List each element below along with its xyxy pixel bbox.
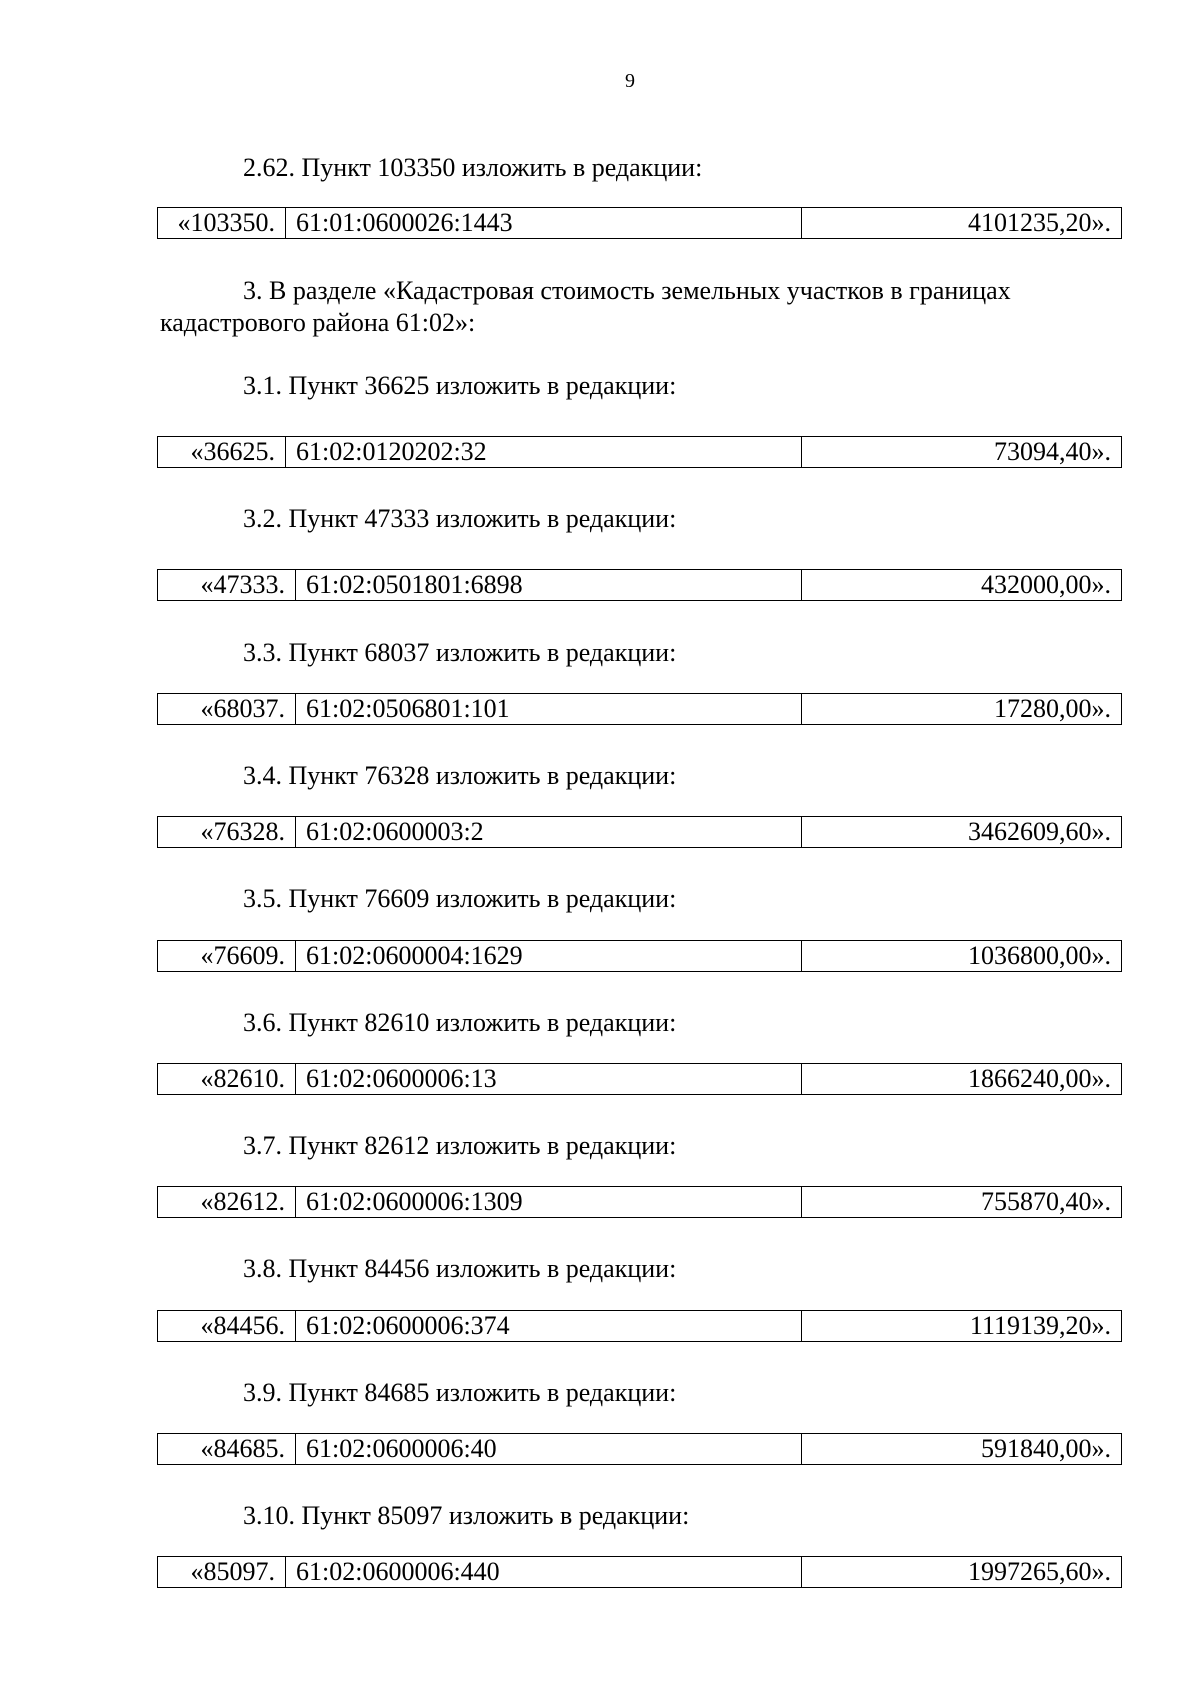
- row-number: «82610.: [158, 1064, 296, 1095]
- row-number: «47333.: [158, 570, 296, 601]
- section-3-paragraph: 3. В разделе «Кадастровая стоимость земельных участков в границах кадастрового района 61:02»:: [160, 276, 1011, 337]
- row-number: «76328.: [158, 817, 296, 848]
- table-row: [158, 570, 1122, 601]
- item-heading-3-9: 3.9. Пункт 84685 изложить в редакции:: [243, 1378, 677, 1407]
- cadastral-number: 61:02:0600003:2: [296, 817, 802, 848]
- entry-table-85097: [157, 1556, 1122, 1588]
- table-row: [158, 1434, 1122, 1465]
- cadastral-number: 61:02:0120202:32: [286, 437, 802, 468]
- item-heading-3-3: 3.3. Пункт 68037 изложить в редакции:: [243, 638, 677, 667]
- table-row: [158, 1557, 1122, 1588]
- item-heading-3-8: 3.8. Пункт 84456 изложить в редакции:: [243, 1254, 677, 1283]
- cadastral-number: 61:02:0600006:440: [286, 1557, 802, 1588]
- table-row: [158, 817, 1122, 848]
- item-heading-3-7: 3.7. Пункт 82612 изложить в редакции:: [243, 1131, 677, 1160]
- entry-table-82610: [157, 1063, 1122, 1095]
- row-number: «84456.: [158, 1311, 296, 1342]
- cadastral-number: 61:02:0600006:40: [296, 1434, 802, 1465]
- cadastral-value: 3462609,60».: [802, 817, 1122, 848]
- entry-table-76609: [157, 940, 1122, 972]
- item-heading-3-2: 3.2. Пункт 47333 изложить в редакции:: [243, 504, 677, 533]
- cadastral-number: 61:01:0600026:1443: [286, 208, 802, 239]
- table-row: [158, 1064, 1122, 1095]
- cadastral-value: 4101235,20».: [802, 208, 1122, 239]
- cadastral-value: 1119139,20».: [802, 1311, 1122, 1342]
- entry-table-84685: [157, 1433, 1122, 1465]
- entry-table-82612: [157, 1186, 1122, 1218]
- row-number: «103350.: [158, 208, 286, 239]
- row-number: «82612.: [158, 1187, 296, 1218]
- cadastral-value: 432000,00».: [802, 570, 1122, 601]
- cadastral-number: 61:02:0506801:101: [296, 694, 802, 725]
- item-heading-3-1: 3.1. Пункт 36625 изложить в редакции:: [243, 371, 677, 400]
- row-number: «68037.: [158, 694, 296, 725]
- entry-table-76328: [157, 816, 1122, 848]
- cadastral-value: 17280,00».: [802, 694, 1122, 725]
- item-heading-3-6: 3.6. Пункт 82610 изложить в редакции:: [243, 1008, 677, 1037]
- table-row: [158, 1187, 1122, 1218]
- cadastral-number: 61:02:0600006:374: [296, 1311, 802, 1342]
- cadastral-value: 755870,40».: [802, 1187, 1122, 1218]
- cadastral-number: 61:02:0600006:1309: [296, 1187, 802, 1218]
- item-heading-3-4: 3.4. Пункт 76328 изложить в редакции:: [243, 761, 677, 790]
- entry-table-68037: [157, 693, 1122, 725]
- cadastral-value: 73094,40».: [802, 437, 1122, 468]
- table-row: [158, 208, 1122, 239]
- table-row: [158, 941, 1122, 972]
- entry-table-47333: [157, 569, 1122, 601]
- item-heading-3-5: 3.5. Пункт 76609 изложить в редакции:: [243, 884, 677, 913]
- page-number: 9: [625, 70, 635, 92]
- row-number: «85097.: [158, 1557, 286, 1588]
- table-row: [158, 437, 1122, 468]
- entry-table-36625: [157, 436, 1122, 468]
- row-number: «84685.: [158, 1434, 296, 1465]
- table-row: [158, 1311, 1122, 1342]
- table-row: [158, 694, 1122, 725]
- entry-table-103350: [157, 207, 1122, 239]
- item-heading-2-62: 2.62. Пункт 103350 изложить в редакции:: [243, 153, 703, 182]
- entry-table-84456: [157, 1310, 1122, 1342]
- cadastral-value: 1866240,00».: [802, 1064, 1122, 1095]
- row-number: «76609.: [158, 941, 296, 972]
- cadastral-value: 591840,00».: [802, 1434, 1122, 1465]
- row-number: «36625.: [158, 437, 286, 468]
- cadastral-number: 61:02:0600006:13: [296, 1064, 802, 1095]
- cadastral-number: 61:02:0501801:6898: [296, 570, 802, 601]
- cadastral-value: 1036800,00».: [802, 941, 1122, 972]
- item-heading-3-10: 3.10. Пункт 85097 изложить в редакции:: [243, 1501, 690, 1530]
- cadastral-number: 61:02:0600004:1629: [296, 941, 802, 972]
- cadastral-value: 1997265,60».: [802, 1557, 1122, 1588]
